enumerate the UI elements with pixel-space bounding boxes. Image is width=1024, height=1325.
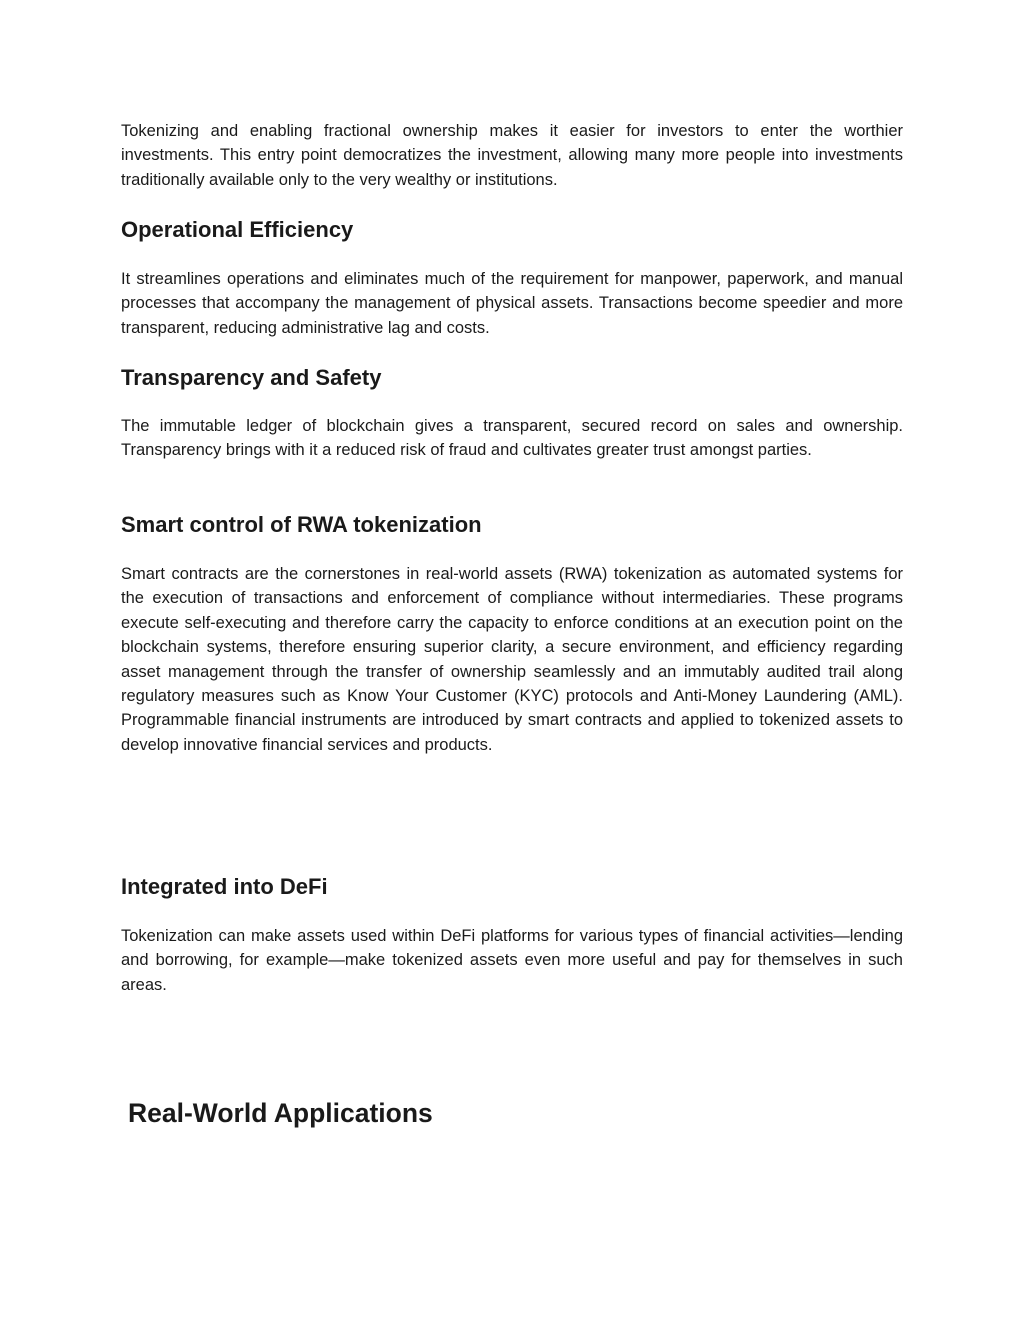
section-defi [121,873,903,901]
section-smart-control [121,511,903,539]
section-operational-efficiency [121,216,903,244]
section-defi-body [121,924,903,997]
section-heading: Integrated into DeFi [121,874,328,899]
section-smart-control-body [121,562,903,757]
section-transparency-safety [121,364,903,392]
section-operational-efficiency-body [121,267,903,340]
intro-block [121,119,903,192]
section-heading: Smart control of RWA tokenization [121,512,482,537]
section-transparency-safety-body [121,414,903,463]
section-paragraph: Smart contracts are the cornerstones in real-world assets (RWA) tokenization as automated systems for the execution of transactions and enforcement of compliance without intermediaries. These programs execute self-executing and therefore carry the capacity to enforce conditions at an execution point on the blockchain systems, therefore ensuring superior clarity, a secure environment, and efficiency regarding asset management through the transfer of ownership seamlessly and an immutably audited trail along regulatory measures such as Know Your Customer (KYC) protocols and Anti-Money Laundering (AML). Programmable financial instruments are introduced by smart contracts and applied to tokenized assets to develop innovative financial services and products. [121,565,903,754]
chapter-heading: Real-World Applications [128,1098,433,1128]
section-heading: Operational Efficiency [121,217,354,242]
section-heading: Transparency and Safety [121,365,382,390]
section-paragraph: The immutable ledger of blockchain gives a transparent, secured record on sales and ownership. Transparency brings with it a reduced risk of fraud and cultivates greater trust amongst parties. [121,417,903,460]
intro-paragraph: Tokenizing and enabling fractional ownership makes it easier for investors to enter the worthier investments. This entry point democratizes the investment, allowing many more people into investments traditionally available only to the very wealthy or institutions. [121,122,903,189]
section-paragraph: Tokenization can make assets used within DeFi platforms for various types of financial activities—lending and borrowing, for example—make tokenized assets even more useful and pay for themselves in such areas. [121,927,903,994]
chapter-heading-block [128,1097,910,1129]
section-paragraph: It streamlines operations and eliminates much of the requirement for manpower, paperwork, and manual processes that accompany the management of physical assets. Transactions become speedier and more transparent, reducing administrative lag and costs. [121,270,903,337]
